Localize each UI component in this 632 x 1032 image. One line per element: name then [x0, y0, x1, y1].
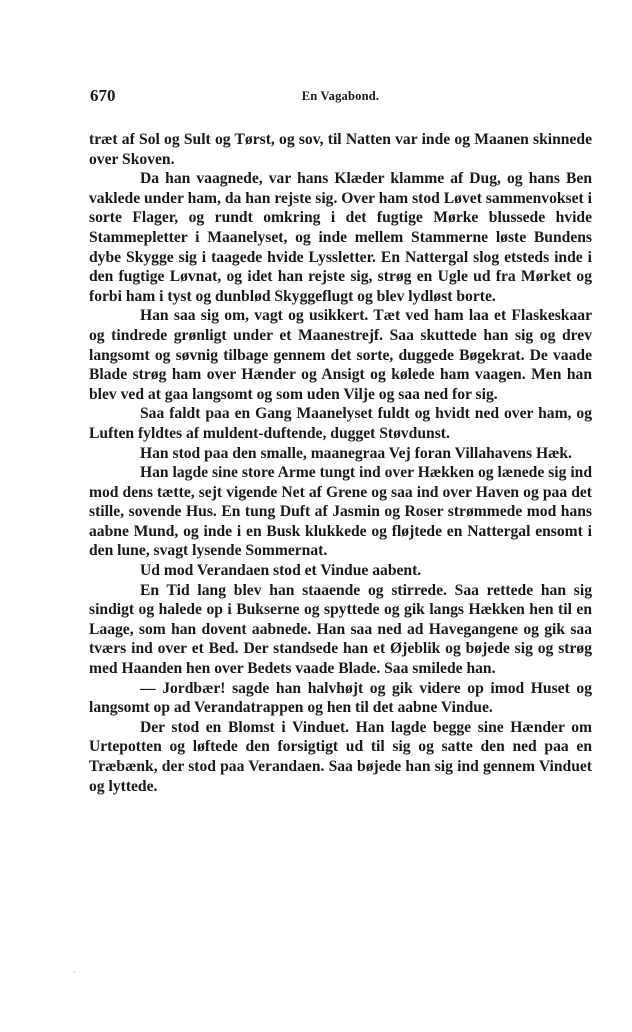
paragraph: Han lagde sine store Arme tungt ind over Hækken og lænede sig ind mod dens tætte, sejt vigende Net af Grene og saa ind over Haven og paa det stille, sovende Hus. En tung Duft af Jasmin og Roser strømmede mod hans aabne Mund, og inde i en Busk klukkede og fløjtede en Nattergal ensomt i den lune, svagt lysende Sommernat.	[89, 464, 592, 560]
book-page	[89, 86, 592, 796]
paragraph: Der stod en Blomst i Vinduet. Han lagde begge sine Hænder om Urtepotten og løftede den forsigtigt ud til sig og satte den ned paa en Træbænk, der stod paa Verandaen. Saa bøjede han sig ind gennem Vinduet og lyttede.	[89, 718, 592, 795]
paragraph: Ud mod Verandaen stod et Vindue aabent.	[140, 562, 422, 580]
paragraph: — Jordbær! sagde han halvhøjt og gik videre op imod Huset og langsomt op ad Verandatrappen og hen til det aabne Vindue.	[89, 679, 592, 717]
paragraph: Da han vaagnede, var hans Klæder klamme af Dug, og hans Ben vaklede under ham, da han rejste sig. Over ham stod Løvet sammenvokset i sorte Flager, og rundt omkring i det fugtige Mørke blussede hvide Stammepletter i Maanelyset, og inde mellem Stammerne løste Bundens dybe Skygge sig i taagede hvide Lyssletter. En Nattergal slog etsteds inde i den fugtige Løvnat, og idet han rejste sig, strøg en Ugle ud fra Mørket og forbi ham i tyst og dunblød Skyggeflugt og blev lydløst borte.	[89, 170, 592, 305]
page-header	[89, 86, 592, 110]
paragraph: Saa faldt paa en Gang Maanelyset fuldt og hvidt ned over ham, og Luften fyldtes af muldent-duftende, dugget Støvdunst.	[89, 405, 592, 442]
page-number: 670	[90, 86, 116, 105]
paragraph: En Tid lang blev han staaende og stirrede. Saa rettede han sig sindigt og halede op i Bukserne og spyttede og gik langs Hækken hen til en Laage, som han dovent aabnede. Han saa ned ad Havegangene og gik saa tværs ind over et Bed. Der standsede han et Øjeblik og bøjede sig og strøg med Haanden hen over Bedets vaade Blade. Saa smilede han.	[89, 581, 592, 678]
body-text	[89, 130, 592, 796]
scan-speck: ·	[73, 968, 76, 977]
paragraph: Han stod paa den smalle, maanegraa Vej foran Villahavens Hæk.	[140, 444, 572, 462]
paragraph: Han saa sig om, vagt og usikkert. Tæt ved ham laa et Flaskeskaar og tindrede grønligt under et Maanestrejf. Saa skuttede han sig og drev langsomt og søvnig tilbage gennem det sorte, duggede Bøgekrat. De vaade Blade strøg ham over Hænder og Ansigt og kølede ham vaagen. Men han blev ved at gaa langsomt og som uden Vilje og saa ned for sig.	[89, 307, 592, 403]
running-title: En Vagabond.	[301, 89, 380, 103]
paragraph: træt af Sol og Sult og Tørst, og sov, til Natten var inde og Maanen skinnede over Skoven.	[89, 131, 592, 168]
